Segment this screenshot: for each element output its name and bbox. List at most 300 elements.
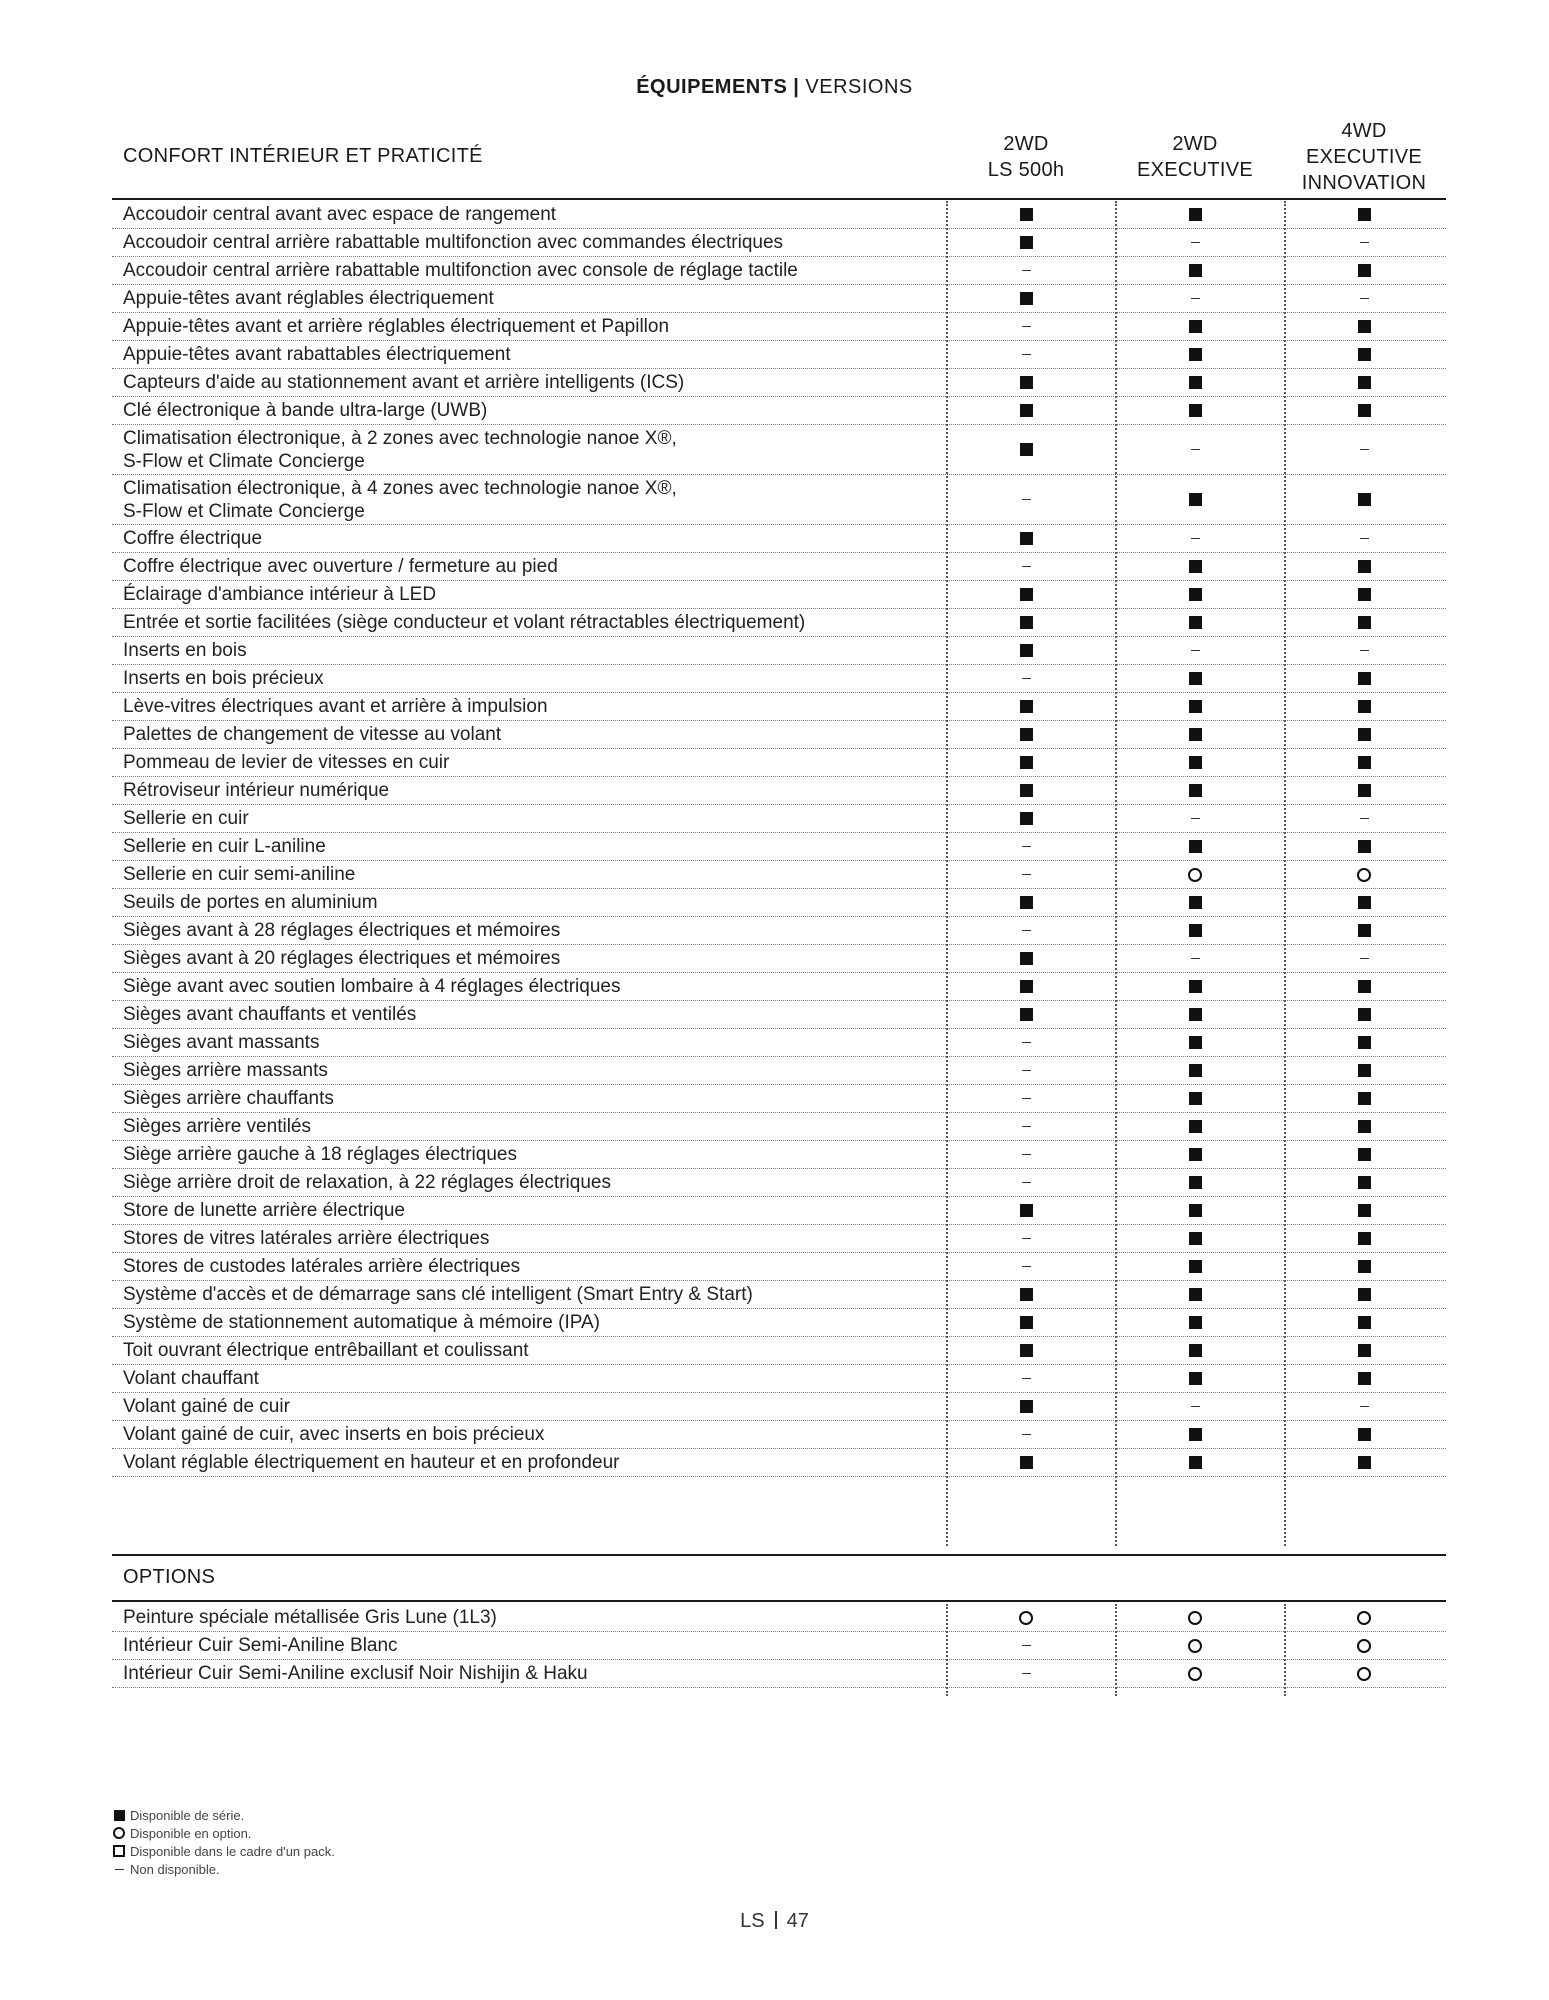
standard-square-icon xyxy=(1358,264,1371,277)
table-header xyxy=(112,115,1446,200)
availability-cell xyxy=(1284,285,1444,312)
availability-cell xyxy=(1284,1085,1444,1112)
availability-cell xyxy=(946,313,1106,340)
availability-cell xyxy=(1284,1253,1444,1280)
standard-square-icon xyxy=(1189,756,1202,769)
row-label xyxy=(123,1225,489,1252)
table-row xyxy=(112,777,1446,805)
row-label-line: Accoudoir central arrière rabattable multifonction avec commandes électriques xyxy=(123,232,784,253)
availability-cell xyxy=(1115,553,1275,580)
availability-cell xyxy=(946,1057,1106,1084)
standard-square-icon xyxy=(1189,1316,1202,1329)
standard-square-icon xyxy=(1358,1372,1371,1385)
row-label xyxy=(123,553,558,580)
availability-cell xyxy=(1115,1660,1275,1687)
standard-square-icon xyxy=(1020,784,1033,797)
availability-cell xyxy=(946,1604,1106,1631)
standard-square-icon xyxy=(1189,320,1202,333)
availability-cell xyxy=(1115,581,1275,608)
standard-square-icon xyxy=(1189,1288,1202,1301)
row-label xyxy=(123,1253,520,1280)
table-row xyxy=(112,861,1446,889)
row-label-line: Appuie-têtes avant réglables électriquement xyxy=(123,288,494,309)
availability-cell xyxy=(1115,201,1275,228)
availability-cell xyxy=(1115,1604,1275,1631)
header-separator: | xyxy=(793,76,800,98)
option-circle-icon xyxy=(1357,1639,1371,1653)
footer-model: LS xyxy=(740,1910,765,1932)
row-label-line: Coffre électrique xyxy=(123,528,263,549)
row-label-line: Seuils de portes en aluminium xyxy=(123,892,378,913)
row-label-line: Store de lunette arrière électrique xyxy=(123,1200,405,1221)
row-label xyxy=(123,1197,405,1224)
availability-cell xyxy=(946,1281,1106,1308)
availability-cell xyxy=(1284,425,1444,474)
availability-cell xyxy=(1284,1365,1444,1392)
standard-square-icon xyxy=(1020,1204,1033,1217)
not-available-dash-icon xyxy=(1191,538,1200,539)
availability-cell xyxy=(1284,721,1444,748)
row-label-line: Sièges avant chauffants et ventilés xyxy=(123,1004,417,1025)
option-circle-icon xyxy=(1188,868,1202,882)
availability-cell xyxy=(1284,1604,1444,1631)
availability-cell xyxy=(1284,1001,1444,1028)
availability-cell xyxy=(1115,833,1275,860)
row-label xyxy=(123,945,560,972)
row-label-line: Siège arrière gauche à 18 réglages électriques xyxy=(123,1144,517,1165)
not-available-dash-icon xyxy=(1360,298,1369,299)
standard-square-icon xyxy=(1189,1232,1202,1245)
standard-square-icon xyxy=(1358,560,1371,573)
availability-cell xyxy=(1284,777,1444,804)
table-row xyxy=(112,581,1446,609)
row-label-line: Volant réglable électriquement en hauteur et en profondeur xyxy=(123,1452,620,1473)
not-available-dash-icon xyxy=(1022,1645,1031,1646)
row-label-line: Sièges avant à 28 réglages électriques et mémoires xyxy=(123,920,561,941)
standard-square-icon xyxy=(1020,700,1033,713)
option-circle-icon xyxy=(113,1827,125,1839)
availability-cell xyxy=(946,917,1106,944)
availability-cell xyxy=(1284,1660,1444,1687)
availability-cell xyxy=(946,609,1106,636)
row-label-line: Climatisation électronique, à 4 zones avec technologie nanoe X®, xyxy=(123,477,677,499)
row-label xyxy=(123,475,677,524)
table-row xyxy=(112,889,1446,917)
standard-square-icon xyxy=(1358,404,1371,417)
not-available-dash-icon xyxy=(1360,242,1369,243)
row-label-line: Lève-vitres électriques avant et arrière à impulsion xyxy=(123,696,548,717)
row-label-line: Siège arrière droit de relaxation, à 22 réglages électriques xyxy=(123,1172,611,1193)
row-label-line: Sièges avant massants xyxy=(123,1032,320,1053)
table-row xyxy=(112,1253,1446,1281)
row-label xyxy=(123,1604,497,1631)
not-available-dash-icon xyxy=(1022,1154,1031,1155)
table-row xyxy=(112,1309,1446,1337)
row-label-line: Intérieur Cuir Semi-Aniline exclusif Noir Nishijin & Haku xyxy=(123,1663,588,1684)
standard-square-icon xyxy=(1189,924,1202,937)
row-label-line: S-Flow et Climate Concierge xyxy=(123,450,365,472)
row-label-line: Inserts en bois précieux xyxy=(123,668,324,689)
legend-text: Disponible de série. xyxy=(130,1807,245,1823)
row-label xyxy=(123,973,620,1000)
availability-cell xyxy=(946,833,1106,860)
standard-square-icon xyxy=(1358,1288,1371,1301)
not-available-dash-icon xyxy=(1022,1434,1031,1435)
standard-square-icon xyxy=(1020,1456,1033,1469)
standard-square-icon xyxy=(1358,896,1371,909)
standard-square-icon xyxy=(1020,208,1033,221)
availability-cell xyxy=(946,1309,1106,1336)
availability-cell xyxy=(1284,1632,1444,1659)
not-available-dash-icon xyxy=(1022,1266,1031,1267)
availability-cell xyxy=(946,1632,1106,1659)
standard-square-icon xyxy=(1358,672,1371,685)
option-circle-icon xyxy=(1188,1639,1202,1653)
availability-cell xyxy=(1284,201,1444,228)
availability-cell xyxy=(1284,341,1444,368)
row-label-line: Sièges arrière ventilés xyxy=(123,1116,311,1137)
row-label-line: Sièges avant à 20 réglages électriques et mémoires xyxy=(123,948,561,969)
row-label xyxy=(123,1449,619,1476)
not-available-dash-icon xyxy=(1022,874,1031,875)
availability-cell xyxy=(946,1660,1106,1687)
availability-cell xyxy=(1115,1309,1275,1336)
availability-cell xyxy=(1115,1085,1275,1112)
table-row xyxy=(112,973,1446,1001)
table-row xyxy=(112,1141,1446,1169)
availability-cell xyxy=(1115,285,1275,312)
availability-cell xyxy=(946,665,1106,692)
row-label xyxy=(123,917,560,944)
row-label-line: Sellerie en cuir L-aniline xyxy=(123,836,326,857)
standard-square-icon xyxy=(1189,1204,1202,1217)
availability-cell xyxy=(946,1393,1106,1420)
row-label xyxy=(123,1660,588,1687)
row-label xyxy=(123,581,436,608)
availability-cell xyxy=(946,1449,1106,1476)
table-row xyxy=(112,1085,1446,1113)
availability-cell xyxy=(1284,693,1444,720)
option-circle-icon xyxy=(1188,1667,1202,1681)
legend-symbol xyxy=(112,1869,126,1870)
row-label-line: Système d'accès et de démarrage sans clé intelligent (Smart Entry & Start) xyxy=(123,1284,753,1305)
column-divider xyxy=(1115,201,1117,1546)
not-available-dash-icon xyxy=(1191,242,1200,243)
standard-square-icon xyxy=(1358,320,1371,333)
standard-square-icon xyxy=(1358,376,1371,389)
not-available-dash-icon xyxy=(1022,678,1031,679)
not-available-dash-icon xyxy=(1022,1673,1031,1674)
table-row xyxy=(112,1660,1446,1688)
row-label xyxy=(123,285,494,312)
row-label xyxy=(123,397,487,424)
standard-square-icon xyxy=(1189,264,1202,277)
row-label xyxy=(123,1365,259,1392)
standard-square-icon xyxy=(1020,896,1033,909)
availability-cell xyxy=(946,1365,1106,1392)
legend xyxy=(112,1806,335,1878)
row-label xyxy=(123,1113,311,1140)
not-available-dash-icon xyxy=(1022,846,1031,847)
column-divider xyxy=(1284,1604,1286,1696)
standard-square-icon xyxy=(1189,1148,1202,1161)
row-label xyxy=(123,313,669,340)
availability-cell xyxy=(1115,1253,1275,1280)
availability-cell xyxy=(1284,257,1444,284)
row-label xyxy=(123,1337,529,1364)
row-label-line: Toit ouvrant électrique entrêbaillant et coulissant xyxy=(123,1340,529,1361)
availability-cell xyxy=(1115,369,1275,396)
availability-cell xyxy=(946,777,1106,804)
availability-cell xyxy=(1115,749,1275,776)
not-available-dash-icon xyxy=(1022,1098,1031,1099)
availability-cell xyxy=(1115,665,1275,692)
availability-cell xyxy=(1115,1197,1275,1224)
standard-square-icon xyxy=(1020,404,1033,417)
row-label xyxy=(123,1393,290,1420)
availability-cell xyxy=(1284,397,1444,424)
availability-cell xyxy=(946,1421,1106,1448)
availability-cell xyxy=(946,889,1106,916)
standard-square-icon xyxy=(1358,1344,1371,1357)
table-row xyxy=(112,1337,1446,1365)
not-available-dash-icon xyxy=(1360,1406,1369,1407)
standard-square-icon xyxy=(1189,1064,1202,1077)
legend-text: Non disponible. xyxy=(130,1861,220,1877)
table-row xyxy=(112,1057,1446,1085)
column-header-line: 2WD xyxy=(1172,132,1218,155)
availability-cell xyxy=(1115,1225,1275,1252)
availability-cell xyxy=(1115,257,1275,284)
standard-square-icon xyxy=(1358,493,1371,506)
legend-item xyxy=(112,1860,335,1878)
column-header-4wd-executive-innovation xyxy=(1284,115,1444,198)
table-row xyxy=(112,833,1446,861)
availability-cell xyxy=(946,1253,1106,1280)
availability-cell xyxy=(946,749,1106,776)
availability-cell xyxy=(1284,637,1444,664)
standard-square-icon xyxy=(114,1810,125,1821)
row-label xyxy=(123,1632,398,1659)
availability-cell xyxy=(1115,1169,1275,1196)
column-header-line: 4WD xyxy=(1341,119,1387,142)
row-label xyxy=(123,341,511,368)
availability-cell xyxy=(1284,833,1444,860)
availability-cell xyxy=(1115,1281,1275,1308)
availability-cell xyxy=(946,693,1106,720)
row-label-line: Volant gainé de cuir, avec inserts en bois précieux xyxy=(123,1424,545,1445)
standard-square-icon xyxy=(1358,616,1371,629)
table-row xyxy=(112,1393,1446,1421)
availability-cell xyxy=(1284,1421,1444,1448)
row-label-line: Inserts en bois xyxy=(123,640,247,661)
column-header-ls500h xyxy=(946,115,1106,198)
availability-cell xyxy=(1115,1029,1275,1056)
availability-cell xyxy=(1115,1365,1275,1392)
standard-square-icon xyxy=(1020,952,1033,965)
standard-square-icon xyxy=(1358,1428,1371,1441)
standard-square-icon xyxy=(1189,980,1202,993)
standard-square-icon xyxy=(1189,1176,1202,1189)
standard-square-icon xyxy=(1020,812,1033,825)
row-label-line: Clé électronique à bande ultra-large (UWB) xyxy=(123,400,488,421)
options-table xyxy=(112,1604,1446,1688)
column-header-line: EXECUTIVE xyxy=(1136,158,1254,181)
not-available-dash-icon xyxy=(1022,326,1031,327)
row-label xyxy=(123,889,378,916)
not-available-dash-icon xyxy=(1360,818,1369,819)
row-label xyxy=(123,201,556,228)
availability-cell xyxy=(946,805,1106,832)
table-row xyxy=(112,1365,1446,1393)
availability-cell xyxy=(946,721,1106,748)
availability-cell xyxy=(1284,889,1444,916)
availability-cell xyxy=(1284,917,1444,944)
availability-cell xyxy=(1284,945,1444,972)
table-row xyxy=(112,525,1446,553)
column-header-2wd-executive xyxy=(1115,115,1275,198)
availability-cell xyxy=(1284,973,1444,1000)
availability-cell xyxy=(1115,777,1275,804)
table-row xyxy=(112,1421,1446,1449)
standard-square-icon xyxy=(1189,404,1202,417)
row-label xyxy=(123,665,324,692)
row-label xyxy=(123,1421,544,1448)
table-row xyxy=(112,1281,1446,1309)
standard-square-icon xyxy=(1358,208,1371,221)
column-header-line: LS 500h xyxy=(987,158,1065,181)
standard-square-icon xyxy=(1358,1120,1371,1133)
option-circle-icon xyxy=(1188,1611,1202,1625)
standard-square-icon xyxy=(1358,840,1371,853)
standard-square-icon xyxy=(1358,1204,1371,1217)
availability-cell xyxy=(1115,475,1275,524)
standard-square-icon xyxy=(1189,348,1202,361)
availability-cell xyxy=(1115,1001,1275,1028)
availability-cell xyxy=(1284,609,1444,636)
availability-cell xyxy=(946,1141,1106,1168)
row-label xyxy=(123,805,249,832)
availability-cell xyxy=(1284,1057,1444,1084)
row-label-line: Système de stationnement automatique à mémoire (IPA) xyxy=(123,1312,600,1333)
not-available-dash-icon xyxy=(115,1869,124,1870)
availability-cell xyxy=(1115,1632,1275,1659)
legend-symbol xyxy=(112,1845,126,1857)
row-label xyxy=(123,229,783,256)
table-row xyxy=(112,1113,1446,1141)
availability-cell xyxy=(1284,1225,1444,1252)
row-label-line: Appuie-têtes avant rabattables électriquement xyxy=(123,344,511,365)
row-label-line: Peinture spéciale métallisée Gris Lune (1L3) xyxy=(123,1607,497,1628)
standard-square-icon xyxy=(1189,1036,1202,1049)
availability-cell xyxy=(1284,553,1444,580)
availability-cell xyxy=(946,1337,1106,1364)
not-available-dash-icon xyxy=(1022,499,1031,500)
row-label-line: Appuie-têtes avant et arrière réglables électriquement et Papillon xyxy=(123,316,670,337)
availability-cell xyxy=(946,257,1106,284)
availability-cell xyxy=(1284,749,1444,776)
availability-cell xyxy=(1284,369,1444,396)
table-row xyxy=(112,313,1446,341)
standard-square-icon xyxy=(1358,1036,1371,1049)
standard-square-icon xyxy=(1358,348,1371,361)
row-label-line: Volant chauffant xyxy=(123,1368,259,1389)
availability-cell xyxy=(1115,609,1275,636)
availability-cell xyxy=(1284,475,1444,524)
table-row xyxy=(112,553,1446,581)
header-title-light: VERSIONS xyxy=(805,76,913,98)
not-available-dash-icon xyxy=(1022,566,1031,567)
availability-cell xyxy=(1284,1169,1444,1196)
standard-square-icon xyxy=(1020,1316,1033,1329)
pack-square-outline-icon xyxy=(113,1845,125,1857)
standard-square-icon xyxy=(1358,1092,1371,1105)
standard-square-icon xyxy=(1358,1064,1371,1077)
row-label xyxy=(123,1169,611,1196)
not-available-dash-icon xyxy=(1022,354,1031,355)
standard-square-icon xyxy=(1020,443,1033,456)
standard-square-icon xyxy=(1189,728,1202,741)
availability-cell xyxy=(1284,665,1444,692)
table-row xyxy=(112,425,1446,475)
availability-cell xyxy=(1115,917,1275,944)
availability-cell xyxy=(946,1029,1106,1056)
availability-cell xyxy=(1284,1281,1444,1308)
table-row xyxy=(112,665,1446,693)
standard-square-icon xyxy=(1358,980,1371,993)
row-label xyxy=(123,257,798,284)
availability-cell xyxy=(1284,1449,1444,1476)
not-available-dash-icon xyxy=(1360,538,1369,539)
standard-square-icon xyxy=(1189,1092,1202,1105)
standard-square-icon xyxy=(1358,1176,1371,1189)
standard-square-icon xyxy=(1189,672,1202,685)
standard-square-icon xyxy=(1020,728,1033,741)
column-divider xyxy=(1115,1604,1117,1696)
not-available-dash-icon xyxy=(1191,818,1200,819)
availability-cell xyxy=(946,1085,1106,1112)
table-row xyxy=(112,475,1446,525)
availability-cell xyxy=(946,425,1106,474)
row-label-line: Pommeau de levier de vitesses en cuir xyxy=(123,752,450,773)
legend-item xyxy=(112,1806,335,1824)
option-circle-icon xyxy=(1019,1611,1033,1625)
row-label-line: Accoudoir central avant avec espace de rangement xyxy=(123,204,557,225)
standard-square-icon xyxy=(1358,1456,1371,1469)
row-label xyxy=(123,525,262,552)
availability-cell xyxy=(1284,525,1444,552)
row-label xyxy=(123,1057,328,1084)
availability-cell xyxy=(1284,581,1444,608)
section-title: CONFORT INTÉRIEUR ET PRATICITÉ xyxy=(123,145,483,167)
availability-cell xyxy=(946,637,1106,664)
option-circle-icon xyxy=(1357,868,1371,882)
table-row xyxy=(112,1169,1446,1197)
options-header xyxy=(112,1554,1446,1602)
row-label-line: Entrée et sortie facilitées (siège conducteur et volant rétractables électriquement) xyxy=(123,612,806,633)
row-label-line: Sièges arrière massants xyxy=(123,1060,328,1081)
column-header-line: INNOVATION xyxy=(1301,171,1427,194)
availability-cell xyxy=(1115,229,1275,256)
availability-cell xyxy=(1284,1393,1444,1420)
row-label xyxy=(123,693,548,720)
table-row xyxy=(112,1449,1446,1477)
not-available-dash-icon xyxy=(1022,1182,1031,1183)
row-label-line: Climatisation électronique, à 2 zones avec technologie nanoe X®, xyxy=(123,427,677,449)
option-circle-icon xyxy=(1357,1611,1371,1625)
standard-square-icon xyxy=(1189,588,1202,601)
table-row xyxy=(112,609,1446,637)
